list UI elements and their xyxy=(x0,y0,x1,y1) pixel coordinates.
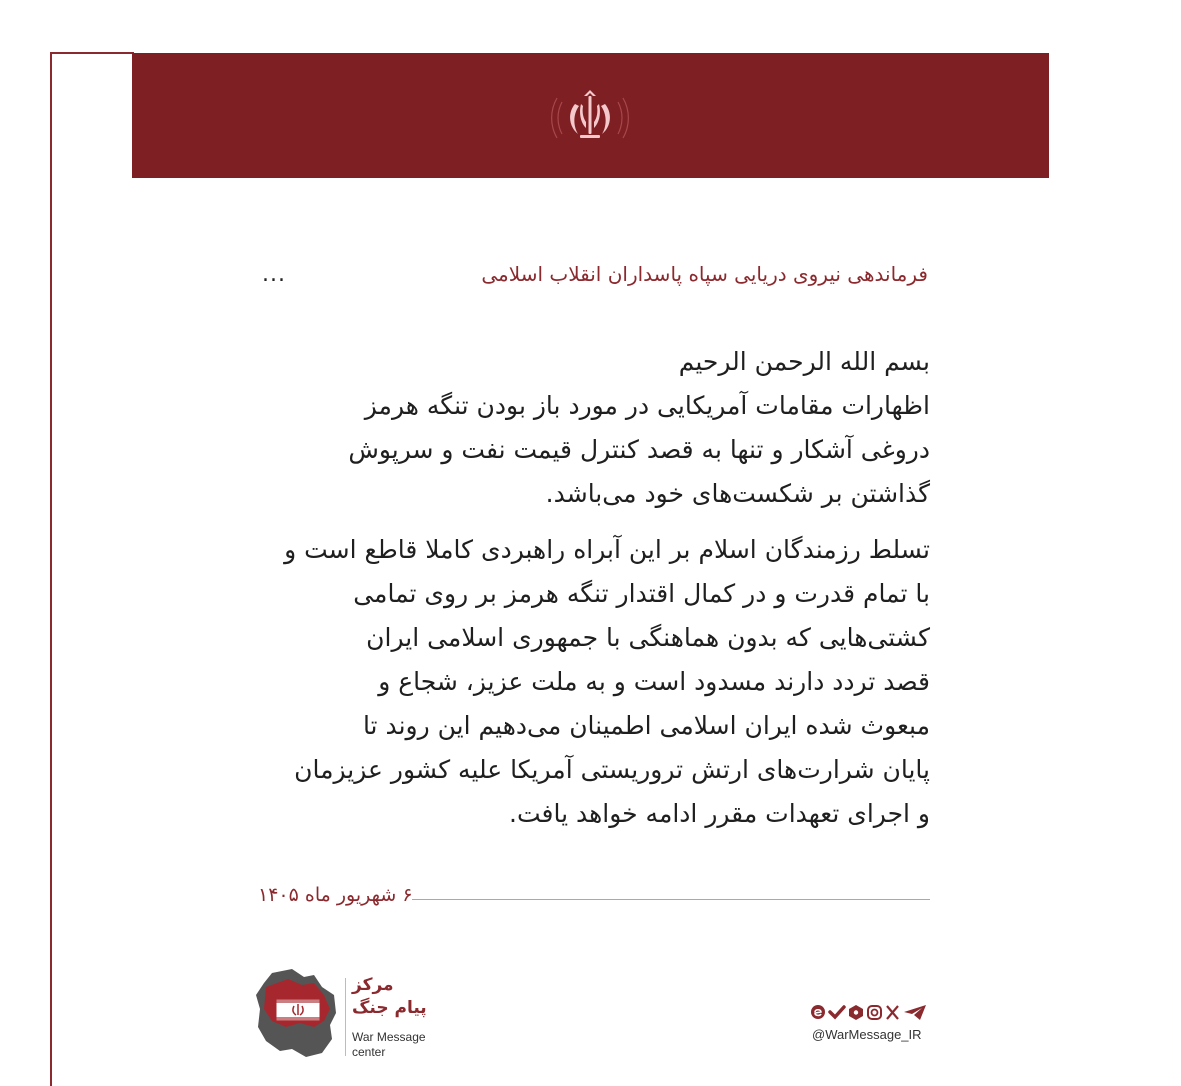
paragraph-line: دروغی آشکار و تنها به قصد کنترل قیمت نفت و سرپوش xyxy=(348,435,930,464)
paragraph-line: اظهارات مقامات آمریکایی در مورد باز بودن تنگه هرمز xyxy=(364,391,930,420)
paragraph-line: بسم الله الرحمن الرحیم xyxy=(678,347,930,376)
paragraph-2 xyxy=(258,528,930,836)
check-icon[interactable] xyxy=(830,1007,844,1017)
paragraph-line: و اجرای تعهدات مقرر ادامه خواهد یافت. xyxy=(509,799,930,828)
post-date: ۶ شهریور ماه ۱۴۰۵ xyxy=(258,884,413,906)
paragraph-line: قصد تردد دارند مسدود است و به ملت عزیز، شجاع و xyxy=(378,667,930,696)
paragraph-line: مبعوث شده ایران اسلامی اطمینان می‌دهیم این روند تا xyxy=(362,711,930,740)
x-icon[interactable] xyxy=(887,1006,898,1019)
war-message-logo-icon xyxy=(252,965,344,1063)
iran-emblem-icon xyxy=(550,82,630,154)
logo-separator xyxy=(345,978,346,1056)
rubika-icon[interactable] xyxy=(849,1005,863,1020)
logo-text-fa-2: پیام جنگ xyxy=(352,998,427,1018)
paragraph-1 xyxy=(258,340,930,516)
date-divider xyxy=(412,899,930,900)
paragraph-line: تسلط رزمندگان اسلام بر این آبراه راهبردی کاملا قاطع است و xyxy=(284,535,930,564)
post-title: فرماندهی نیروی دریایی سپاه پاسداران انقلاب اسلامی xyxy=(481,262,928,286)
social-handle[interactable]: @WarMessage_IR xyxy=(812,1027,922,1042)
eitaa-icon[interactable] xyxy=(811,1005,825,1019)
more-options-button[interactable]: ... xyxy=(262,262,286,287)
paragraph-line: با تمام قدرت و در کمال اقتدار تنگه هرمز بر روی تمامی xyxy=(353,579,930,608)
paragraph-line: کشتی‌هایی که بدون هماهنگی با جمهوری اسلامی ایران xyxy=(366,623,930,652)
instagram-icon[interactable] xyxy=(868,1006,881,1019)
logo-text-fa-1: مرکز xyxy=(352,975,394,995)
frame-line-top xyxy=(50,52,134,54)
telegram-icon[interactable] xyxy=(904,1005,926,1020)
logo-text-en-1: War Message xyxy=(352,1030,426,1044)
logo-text-en-2: center xyxy=(352,1045,386,1059)
paragraph-line: پایان شرارت‌های ارتش تروریستی آمریکا علیه کشور عزیزمان xyxy=(294,755,930,784)
frame-line-left xyxy=(50,52,52,1086)
paragraph-line: گذاشتن بر شکست‌های خود می‌باشد. xyxy=(545,479,930,508)
social-icons xyxy=(810,1003,928,1021)
